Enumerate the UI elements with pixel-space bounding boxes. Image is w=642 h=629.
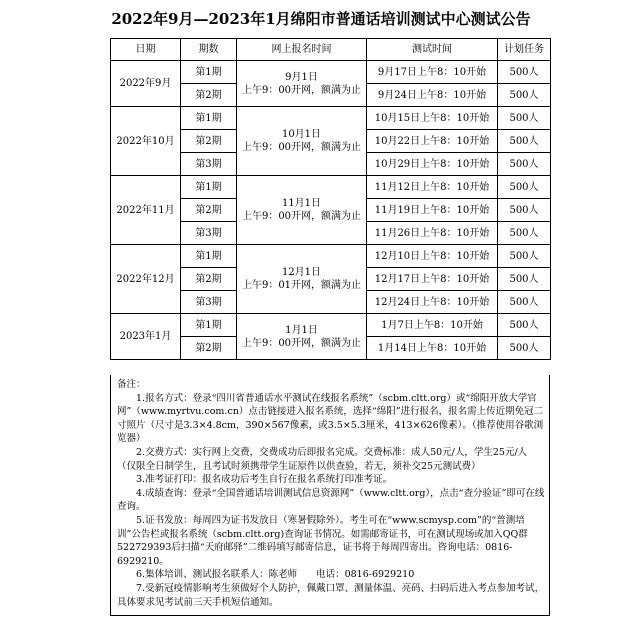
signup-cell: [237, 61, 367, 107]
table-row: [111, 176, 551, 199]
period-cell: 第2期: [181, 337, 237, 360]
plan-cell: 500人: [498, 153, 551, 176]
test-time-cell: 11月26日上午8：10开始: [367, 222, 498, 245]
plan-cell: 500人: [498, 107, 551, 130]
test-time-cell: 10月22日上午8：10开始: [367, 130, 498, 153]
period-cell: 第1期: [181, 245, 237, 268]
header-signup: 网上报名时间: [237, 39, 367, 61]
table-row: [111, 61, 551, 84]
note-item-6: [117, 568, 545, 582]
test-time-cell: 11月19日上午8：10开始: [367, 199, 498, 222]
signup-cell: [237, 176, 367, 245]
test-time-cell: 1月7日上午8：10开始: [367, 314, 498, 337]
signup-date: 12月1日: [281, 267, 322, 278]
test-time-cell: 1月14日上午8：10开始: [367, 337, 498, 360]
test-time-cell: 11月12日上午8：10开始: [367, 176, 498, 199]
signup-note: 上午9：01开网，额满为止: [241, 280, 362, 291]
signup-note: 上午9：00开网，额满为止: [241, 211, 362, 222]
schedule-body: [111, 61, 551, 360]
schedule-table: [110, 38, 551, 360]
contact-phone: 电话：0816-6929210: [316, 569, 415, 581]
plan-cell: 500人: [498, 199, 551, 222]
plan-cell: 500人: [498, 245, 551, 268]
notes-section: [110, 375, 550, 616]
note-item-7: 7.受新冠疫情影响考生须做好个人防护，佩戴口罩、测量体温、亮码、扫码后进入考点参加考试，具体要求见考试前三天手机短信通知。: [117, 582, 545, 608]
period-cell: 第3期: [181, 222, 237, 245]
signup-cell: [237, 314, 367, 360]
test-time-cell: 10月29日上午8：10开始: [367, 153, 498, 176]
signup-note: 上午9：00开网，额满为止: [241, 142, 362, 153]
period-cell: 第3期: [181, 153, 237, 176]
plan-cell: 500人: [498, 84, 551, 107]
plan-cell: 500人: [498, 268, 551, 291]
month-date: 2022年10月: [111, 107, 181, 176]
contact-label: 6.集体培训、测试报名联系人：陈老师: [136, 569, 298, 581]
plan-cell: 500人: [498, 337, 551, 360]
period-cell: 第3期: [181, 291, 237, 314]
plan-cell: 500人: [498, 222, 551, 245]
signup-date: 10月1日: [281, 129, 322, 140]
note-item-1: 1.报名方式：登录“四川省普通话水平测试在线报名系统”（scbm.cltt.org）或“绵阳开放大学官网”（www.myrtvu.com.cn）点击链接进入报名系统，选择“绵阳”进行报名，报名需上传近期免冠二寸照片（尺寸是3.3×4.8cm，390×567像素，或3.5×5.3厘米，413×626像素）。（推荐使用谷歌浏览器）: [117, 392, 544, 445]
signup-note: 上午9：00开网，额满为止: [241, 337, 362, 349]
table-row: [111, 107, 551, 130]
test-time-cell: 12月10日上午8：10开始: [367, 245, 498, 268]
header-period: 期数: [181, 39, 237, 61]
table-row: [111, 245, 551, 268]
signup-cell: [237, 245, 367, 314]
notes-heading: 备注：: [117, 379, 146, 390]
period-cell: 第1期: [181, 107, 237, 130]
header-date: 日期: [111, 39, 181, 61]
signup-date: 9月1日: [285, 71, 318, 83]
period-cell: 第1期: [181, 314, 237, 337]
signup-date: 1月1日: [285, 324, 318, 336]
plan-cell: 500人: [498, 130, 551, 153]
signup-date: 11月1日: [281, 198, 322, 209]
period-cell: 第2期: [181, 268, 237, 291]
header-test-time: 测试时间: [367, 39, 498, 61]
note-item-2: 2.交费方式：实行网上交费，交费成功后即报名完成。交费标准：成人50元/人，学生25元/人（仅限全日制学生，且考试时须携带学生证原件以供查验，若无，须补交25元测试费）: [117, 446, 528, 472]
month-date: 2023年1月: [111, 314, 181, 360]
period-cell: 第1期: [181, 61, 237, 84]
month-date: 2022年9月: [111, 61, 181, 107]
test-time-cell: 9月24日上午8：10开始: [367, 84, 498, 107]
period-cell: 第2期: [181, 130, 237, 153]
period-cell: 第1期: [181, 176, 237, 199]
month-date: 2022年11月: [111, 176, 181, 245]
header-plan: 计划任务: [498, 39, 551, 61]
page-title: 2022年9月—2023年1月绵阳市普通话培训测试中心测试公告: [111, 10, 531, 28]
table-header-row: [111, 39, 551, 61]
plan-cell: 500人: [498, 176, 551, 199]
signup-cell: [237, 107, 367, 176]
month-date: 2022年12月: [111, 245, 181, 314]
table-row: [111, 314, 551, 337]
note-item-3: 3.准考证打印：报名成功后考生自行在报名系统打印准考证。: [136, 474, 393, 486]
note-item-4: 4.成绩查询：登录“全国普通话培训测试信息资源网”（www.cltt.org），点击“查分验证”即可在线查询。: [117, 487, 545, 513]
plan-cell: 500人: [498, 61, 551, 84]
test-time-cell: 9月17日上午8：10开始: [367, 61, 498, 84]
test-time-cell: 12月17日上午8：10开始: [367, 268, 498, 291]
period-cell: 第2期: [181, 199, 237, 222]
signup-note: 上午9：00开网，额满为止: [241, 84, 362, 96]
test-time-cell: 12月24日上午8：10开始: [367, 291, 498, 314]
test-time-cell: 10月15日上午8：10开始: [367, 107, 498, 130]
note-item-5: 5.证书发放：每周四为证书发放日（寒暑假除外）。考生可在“www.scmysp.com”的“普测培训”公告栏或报名系统（scbm.cltt.org)查询证书情况。如需邮寄证书，可在测试现场或加入QQ群522729393后扫描“天府邮驿”二维码填写邮寄信息，证书将于每周四寄出。咨询电话：0816-6929210。: [117, 514, 528, 567]
plan-cell: 500人: [498, 314, 551, 337]
plan-cell: 500人: [498, 291, 551, 314]
period-cell: 第2期: [181, 84, 237, 107]
